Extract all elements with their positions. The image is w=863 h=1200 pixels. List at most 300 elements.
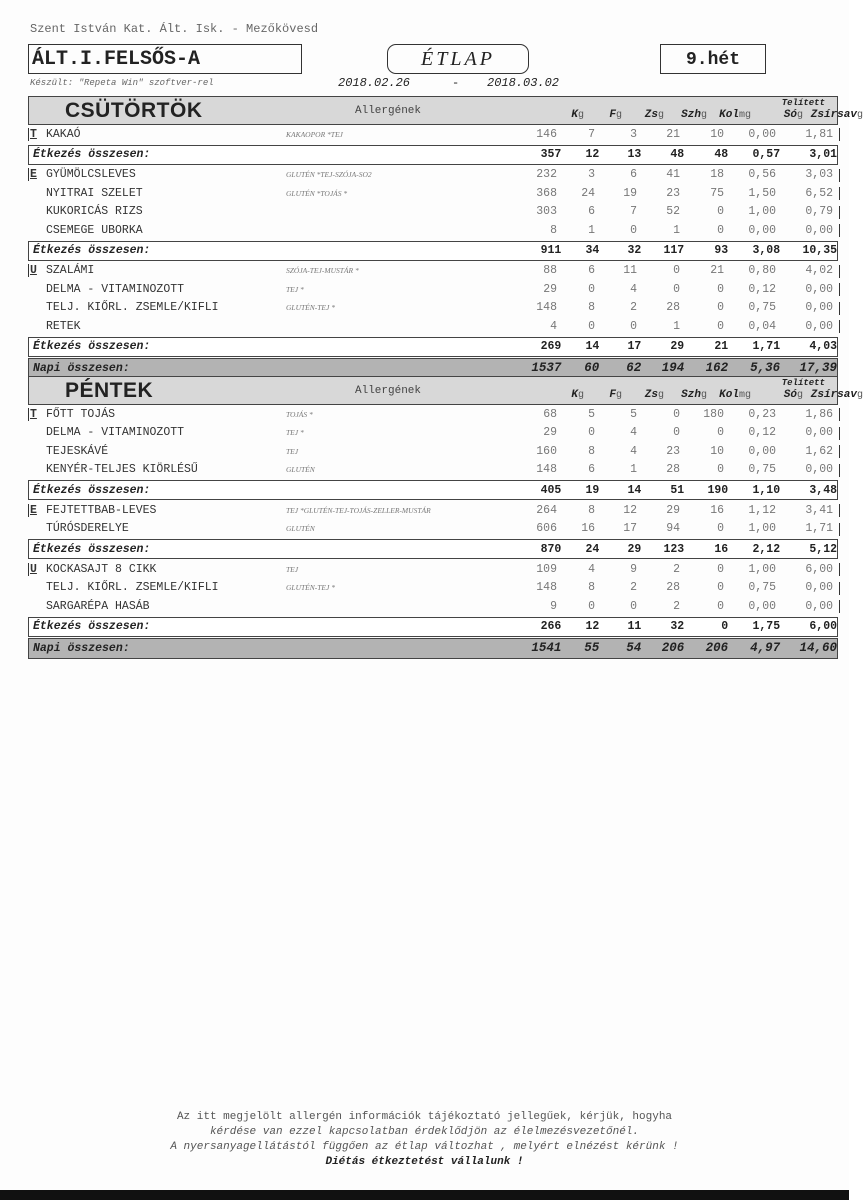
value-col-5: 1,71: [752, 340, 781, 353]
table-row: [28, 405, 838, 424]
table-row: [28, 461, 838, 480]
value-col-1: 60: [584, 361, 600, 375]
table-row: [28, 262, 838, 281]
table-row: [28, 597, 838, 616]
column-header: [681, 389, 707, 401]
column-label: F: [609, 389, 616, 401]
value-col-0: 606: [536, 522, 557, 536]
value-col-0: 29: [543, 426, 557, 440]
value-col-3: 2: [673, 562, 680, 576]
value-col-3: 29: [670, 340, 685, 353]
value-col-6: 0,00: [805, 463, 833, 477]
row-bar: [839, 128, 840, 141]
dish-allergens: TEJ *GLUTÉN-TEJ-TOJÁS-ZELLER-MUSTÁR: [286, 505, 431, 515]
row-bar: [839, 206, 840, 219]
value-col-4: 0: [717, 223, 724, 237]
value-col-3: 32: [670, 620, 685, 633]
footer-line-2: kérdése van ezzel kapcsolatban érdeklődjön az élelmezésvezetőnél.: [209, 1126, 640, 1138]
meal-subtotal-row: [28, 337, 838, 357]
value-col-0: 1541: [531, 641, 562, 655]
value-col-3: 0: [673, 282, 680, 296]
dish-allergens: TEJ: [286, 564, 299, 574]
dish-allergens: GLUTÉN *TEJ-SZÓJA-SO2: [286, 170, 372, 180]
value-col-4: 75: [710, 186, 724, 200]
row-bar: [839, 504, 840, 517]
value-col-3: 0: [673, 264, 680, 278]
value-col-6: 6,52: [805, 186, 833, 200]
value-col-5: 0,04: [748, 319, 776, 333]
dish-allergens: GLUTÉN: [286, 524, 315, 534]
row-bar: [839, 265, 840, 278]
table-row: [28, 317, 838, 336]
value-col-4: 206: [705, 641, 729, 655]
column-unit: g: [796, 110, 803, 121]
dish-name: TELJ. KIŐRL. ZSEMLE/KIFLI: [46, 301, 219, 315]
value-col-4: 0: [717, 599, 724, 613]
value-col-0: 911: [540, 244, 562, 257]
value-col-6: 0,00: [805, 282, 833, 296]
allergens-header: Allergének: [355, 385, 422, 397]
value-col-2: 13: [627, 148, 642, 161]
row-bar: [839, 224, 840, 237]
column-unit: mg: [738, 390, 751, 401]
value-col-3: 2: [673, 599, 680, 613]
footer-line-4: Diétás étkeztetést vállalunk !: [325, 1156, 524, 1168]
value-col-6: 3,41: [805, 503, 833, 517]
value-col-2: 14: [627, 483, 642, 497]
value-col-6: 0,00: [805, 223, 833, 237]
value-col-1: 19: [585, 483, 600, 497]
value-col-2: 54: [626, 641, 642, 655]
value-col-0: 264: [536, 503, 557, 517]
subtotal-label: Étkezés összesen:: [33, 340, 151, 353]
value-col-5: 0,75: [748, 581, 776, 595]
value-col-6: 3,48: [809, 483, 838, 497]
scan-edge: [0, 1190, 849, 1200]
school-name: Szent István Kat. Ált. Isk. - Mezőkövesd: [30, 22, 319, 36]
dish-name: KUKORICÁS RIZS: [46, 205, 143, 219]
value-col-5: 5,36: [750, 361, 781, 375]
column-unit: g: [657, 390, 664, 401]
value-col-5: 1,75: [752, 620, 781, 633]
value-col-6: 0,00: [805, 301, 833, 315]
value-col-6: 0,00: [805, 426, 833, 440]
column-unit: g: [577, 110, 584, 121]
column-header: [811, 109, 863, 121]
value-col-1: 5: [588, 407, 595, 421]
column-label: K: [571, 389, 578, 401]
meal-subtotal-row: [28, 480, 838, 500]
column-label: K: [571, 109, 578, 121]
value-col-4: 16: [714, 542, 729, 556]
date-to: 2018.03.02: [487, 76, 560, 90]
column-header: [645, 109, 664, 121]
dish-name: TÚRÓSDERELYE: [46, 522, 129, 536]
value-col-3: 29: [666, 503, 680, 517]
value-col-3: 0: [673, 426, 680, 440]
dish-name: SARGARÉPA HASÁB: [46, 599, 150, 613]
value-col-5: 0,57: [752, 148, 781, 161]
subtotal-label: Étkezés összesen:: [33, 483, 151, 497]
value-col-1: 8: [588, 301, 595, 315]
value-col-3: 194: [661, 361, 685, 375]
row-bar: [839, 464, 840, 477]
value-col-3: 1: [673, 319, 680, 333]
value-col-2: 7: [630, 205, 637, 219]
value-col-2: 17: [627, 340, 642, 353]
value-col-4: 180: [703, 407, 724, 421]
value-col-1: 24: [585, 542, 600, 556]
value-col-4: 0: [717, 581, 724, 595]
value-col-3: 41: [666, 168, 680, 182]
column-label: Zs: [644, 109, 658, 121]
day-section-thursday: [28, 96, 863, 379]
value-col-3: 28: [666, 581, 680, 595]
value-col-0: 146: [536, 127, 557, 141]
value-col-6: 0,00: [805, 581, 833, 595]
daily-total-row: [28, 638, 838, 659]
row-bar: [839, 445, 840, 458]
value-col-0: 1537: [531, 361, 562, 375]
value-col-2: 1: [630, 463, 637, 477]
column-header-saturated: Telített: [781, 98, 825, 108]
row-bar: [839, 427, 840, 440]
value-col-3: 94: [666, 522, 680, 536]
dish-allergens: GLUTÉN *TOJÁS *: [286, 188, 348, 198]
value-col-0: 8: [550, 223, 557, 237]
value-col-0: 29: [543, 282, 557, 296]
row-bar: [839, 187, 840, 200]
value-col-1: 6: [588, 205, 595, 219]
column-header: [719, 109, 751, 121]
column-label: F: [609, 109, 616, 121]
dish-allergens: KAKAOPOR *TEJ: [286, 129, 343, 139]
value-col-4: 190: [707, 483, 729, 497]
value-col-6: 6,00: [809, 620, 838, 633]
subtotal-label: Étkezés összesen:: [33, 542, 151, 556]
value-col-1: 8: [588, 503, 595, 517]
value-col-4: 0: [717, 463, 724, 477]
column-unit: g: [700, 390, 707, 401]
value-col-0: 148: [536, 301, 557, 315]
value-col-2: 32: [627, 244, 642, 257]
value-col-4: 10: [710, 127, 724, 141]
meal-letter: E: [28, 504, 46, 517]
value-col-0: 870: [540, 542, 562, 556]
table-row: [28, 280, 838, 299]
row-bar: [839, 563, 840, 576]
value-col-4: 0: [721, 620, 729, 633]
value-col-1: 34: [585, 244, 600, 257]
dish-name: GYÜMÖLCSLEVES: [46, 168, 136, 182]
meal-subtotal-row: [28, 617, 838, 637]
value-col-0: 4: [550, 319, 557, 333]
row-bar: [839, 600, 840, 613]
value-col-2: 0: [630, 599, 637, 613]
dish-allergens: TEJ *: [286, 284, 304, 294]
column-unit: g: [657, 110, 664, 121]
value-col-2: 2: [630, 301, 637, 315]
value-col-3: 28: [666, 463, 680, 477]
value-col-1: 12: [585, 148, 600, 161]
value-col-5: 0,12: [748, 426, 776, 440]
value-col-6: 3,03: [805, 168, 833, 182]
value-col-5: 1,00: [748, 205, 776, 219]
value-col-3: 0: [673, 407, 680, 421]
footer-line-1: Az itt megjelölt allergén információk tájékoztató jellegűek, kérjük, hogyha: [176, 1111, 673, 1123]
value-col-5: 3,08: [752, 244, 781, 257]
value-col-0: 148: [536, 463, 557, 477]
value-col-3: 51: [670, 483, 685, 497]
column-label: Zsírsav: [810, 109, 857, 121]
value-col-5: 0,80: [748, 264, 776, 278]
value-col-2: 6: [630, 168, 637, 182]
value-col-0: 405: [540, 483, 562, 497]
value-col-0: 303: [536, 205, 557, 219]
column-unit: g: [856, 390, 863, 401]
day-section-friday: [28, 376, 863, 659]
value-col-1: 16: [581, 522, 595, 536]
value-col-3: 1: [673, 223, 680, 237]
value-col-4: 0: [717, 319, 724, 333]
dish-name: CSEMEGE UBORKA: [46, 223, 143, 237]
dish-name: FEJTETTBAB-LEVES: [46, 503, 157, 517]
column-header: [571, 389, 584, 401]
value-col-2: 4: [630, 282, 637, 296]
class-name-box: ÁLT.I.FELSŐS-A: [28, 44, 302, 74]
value-col-3: 21: [666, 127, 680, 141]
footer-line-3: A nyersanyagellátástól függően az étlap változhat , melyért elnézést kérünk !: [170, 1141, 679, 1153]
column-label: Kol: [719, 109, 739, 121]
row-bar: [839, 408, 840, 421]
software-note: Készült: "Repeta Win" szoftver-rel: [30, 78, 214, 88]
table-row: [28, 579, 838, 598]
dish-name: RETEK: [46, 319, 81, 333]
value-col-1: 4: [588, 562, 595, 576]
value-col-4: 93: [714, 244, 729, 257]
dish-name: SZALÁMI: [46, 264, 95, 278]
column-header: [571, 109, 584, 121]
value-col-3: 23: [666, 186, 680, 200]
row-bar: [839, 169, 840, 182]
day-header: [28, 96, 863, 125]
dish-allergens: GLUTÉN-TEJ *: [286, 583, 335, 593]
value-col-5: 0,75: [748, 301, 776, 315]
value-col-3: 48: [670, 148, 685, 161]
week-box: 9.hét: [660, 44, 766, 74]
column-header: [645, 389, 664, 401]
value-col-4: 16: [710, 503, 724, 517]
column-header: [719, 389, 751, 401]
value-col-5: 0,23: [748, 407, 776, 421]
column-header-saturated: Telített: [781, 378, 825, 388]
value-col-1: 0: [588, 426, 595, 440]
value-col-5: 0,12: [748, 282, 776, 296]
table-row: [28, 203, 838, 222]
value-col-4: 48: [714, 148, 729, 161]
dish-name: KOCKASAJT 8 CIKK: [46, 562, 157, 576]
meal-subtotal-row: [28, 539, 838, 559]
column-label: Szh: [681, 109, 701, 121]
value-col-6: 5,12: [809, 542, 838, 556]
value-col-6: 10,35: [802, 244, 838, 257]
column-header: [681, 109, 707, 121]
value-col-4: 21: [714, 340, 729, 353]
value-col-5: 0,00: [748, 223, 776, 237]
table-row: [28, 501, 838, 520]
value-col-4: 162: [705, 361, 729, 375]
column-header: [784, 389, 803, 401]
footer-notice: [0, 1110, 849, 1170]
subtotal-label: Étkezés összesen:: [33, 620, 151, 633]
column-unit: mg: [738, 110, 751, 121]
column-label: Zsírsav: [810, 389, 857, 401]
value-col-5: 1,10: [752, 483, 781, 497]
value-col-5: 1,00: [748, 522, 776, 536]
value-col-2: 2: [630, 581, 637, 595]
value-col-1: 24: [581, 186, 595, 200]
meal-letter: T: [28, 128, 46, 141]
dish-allergens: GLUTÉN-TEJ *: [286, 303, 335, 313]
value-col-1: 1: [588, 223, 595, 237]
meal-letter: U: [28, 563, 46, 576]
value-col-5: 0,75: [748, 463, 776, 477]
value-col-3: 206: [661, 641, 685, 655]
value-col-2: 0: [630, 319, 637, 333]
value-col-6: 1,71: [805, 522, 833, 536]
value-col-1: 6: [588, 463, 595, 477]
date-from: 2018.02.26: [338, 76, 411, 90]
dish-name: TELJ. KIŐRL. ZSEMLE/KIFLI: [46, 581, 219, 595]
value-col-3: 123: [663, 542, 685, 556]
column-unit: g: [615, 110, 622, 121]
date-separator: -: [452, 76, 460, 90]
value-col-0: 357: [540, 148, 562, 161]
value-col-2: 19: [623, 186, 637, 200]
value-col-6: 0,79: [805, 205, 833, 219]
value-col-2: 3: [630, 127, 637, 141]
table-row: [28, 125, 838, 144]
value-col-2: 29: [627, 542, 642, 556]
dish-name: DELMA - VITAMINOZOTT: [46, 426, 185, 440]
value-col-4: 0: [717, 301, 724, 315]
value-col-6: 0,00: [805, 599, 833, 613]
column-label: Kol: [719, 389, 739, 401]
value-col-1: 8: [588, 581, 595, 595]
dish-name: FŐTT TOJÁS: [46, 407, 116, 421]
meal-subtotal-row: [28, 145, 838, 165]
column-unit: g: [577, 390, 584, 401]
row-bar: [839, 523, 840, 536]
value-col-5: 0,00: [748, 444, 776, 458]
table-row: [28, 442, 838, 461]
value-col-0: 148: [536, 581, 557, 595]
value-col-4: 0: [717, 282, 724, 296]
value-col-1: 0: [588, 319, 595, 333]
value-col-5: 1,00: [748, 562, 776, 576]
day-name: PÉNTEK: [65, 379, 154, 402]
table-row: [28, 184, 838, 203]
column-label: Só: [783, 389, 797, 401]
value-col-0: 68: [543, 407, 557, 421]
table-row: [28, 424, 838, 443]
value-col-3: 28: [666, 301, 680, 315]
value-col-4: 21: [710, 264, 724, 278]
value-col-2: 0: [630, 223, 637, 237]
day-name: CSÜTÖRTÖK: [65, 99, 203, 122]
value-col-4: 10: [710, 444, 724, 458]
value-col-6: 1,62: [805, 444, 833, 458]
dish-name: TEJESKÁVÉ: [46, 444, 109, 458]
meal-letter: E: [28, 168, 46, 181]
dish-allergens: GLUTÉN: [286, 465, 315, 475]
allergens-header: Allergének: [355, 105, 422, 117]
value-col-4: 0: [717, 426, 724, 440]
day-header: [28, 376, 863, 405]
value-col-2: 9: [630, 562, 637, 576]
value-col-2: 12: [623, 503, 637, 517]
dish-name: KAKAÓ: [46, 127, 81, 141]
value-col-3: 52: [666, 205, 680, 219]
column-unit: g: [856, 110, 863, 121]
value-col-4: 0: [717, 205, 724, 219]
dish-name: KENYÉR-TELJES KIÖRLÉSŰ: [46, 463, 198, 477]
value-col-6: 6,00: [805, 562, 833, 576]
value-col-2: 11: [627, 620, 642, 633]
daily-total-label: Napi összesen:: [33, 361, 130, 375]
value-col-5: 1,50: [748, 186, 776, 200]
dish-allergens: TEJ *: [286, 428, 304, 438]
table-row: [28, 520, 838, 539]
value-col-1: 6: [588, 264, 595, 278]
meal-letter: T: [28, 408, 46, 421]
value-col-6: 4,02: [805, 264, 833, 278]
value-col-1: 14: [585, 340, 600, 353]
value-col-6: 14,60: [799, 641, 838, 655]
value-col-2: 17: [623, 522, 637, 536]
value-col-4: 18: [710, 168, 724, 182]
value-col-3: 23: [666, 444, 680, 458]
value-col-4: 0: [717, 562, 724, 576]
value-col-6: 0,00: [805, 319, 833, 333]
table-row: [28, 560, 838, 579]
value-col-1: 12: [585, 620, 600, 633]
value-col-0: 88: [543, 264, 557, 278]
value-col-0: 109: [536, 562, 557, 576]
value-col-6: 4,03: [809, 340, 838, 353]
subtotal-label: Étkezés összesen:: [33, 244, 151, 257]
table-row: [28, 299, 838, 318]
row-bar: [839, 302, 840, 315]
value-col-5: 2,12: [752, 542, 781, 556]
column-header: [784, 109, 803, 121]
dish-allergens: TOJÁS *: [286, 409, 313, 419]
value-col-2: 11: [623, 264, 637, 278]
subtotal-label: Étkezés összesen:: [33, 148, 151, 161]
dish-allergens: TEJ: [286, 446, 299, 456]
column-unit: g: [700, 110, 707, 121]
value-col-5: 0,00: [748, 127, 776, 141]
column-header: [609, 389, 622, 401]
value-col-1: 0: [588, 599, 595, 613]
value-col-5: 0,56: [748, 168, 776, 182]
value-col-2: 62: [626, 361, 642, 375]
value-col-6: 17,39: [799, 361, 838, 375]
value-col-1: 7: [588, 127, 595, 141]
column-unit: g: [615, 390, 622, 401]
row-bar: [839, 320, 840, 333]
column-header: [609, 109, 622, 121]
